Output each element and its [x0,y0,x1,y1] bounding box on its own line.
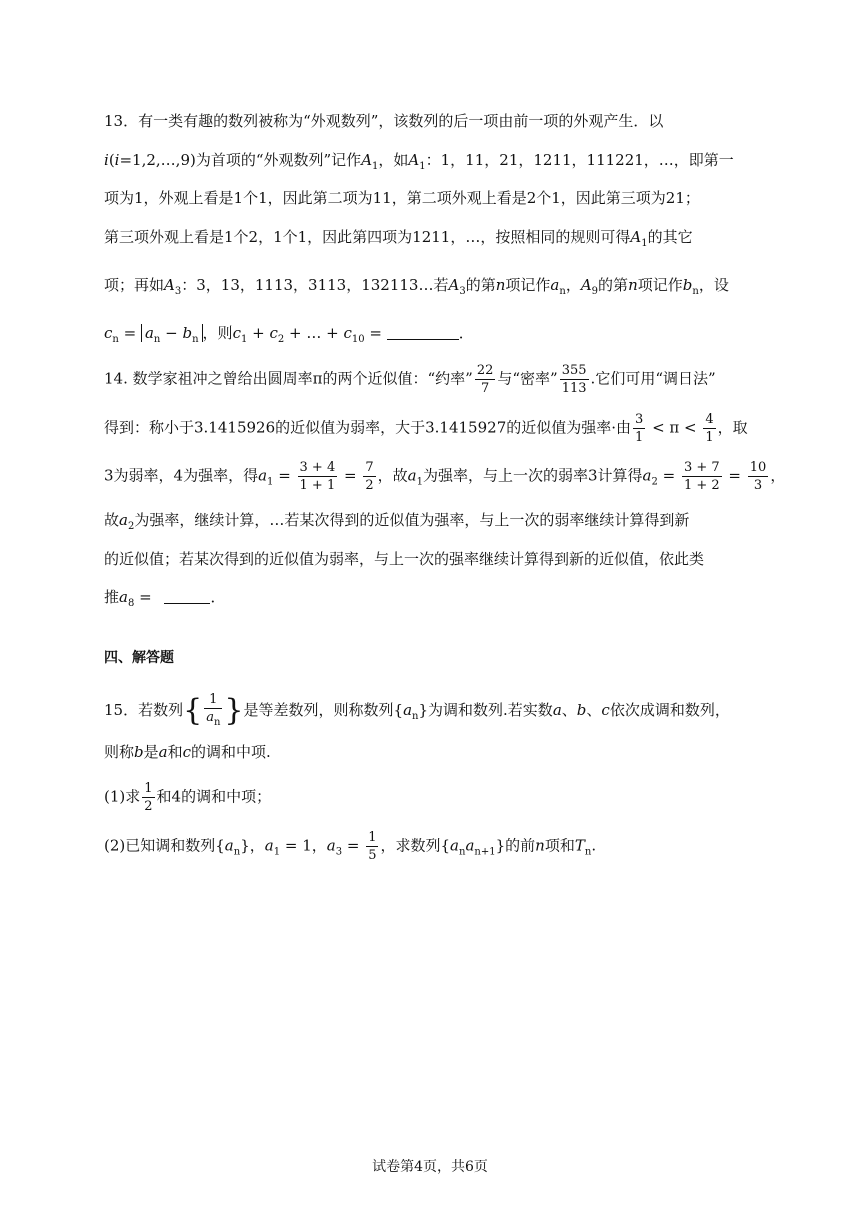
q14-line-2: 得到：称小于3.1415926的近似值为弱率，大于3.1415927的近似值为强率·由 $\frac{3}{1}$ < π < $\frac{4}{1}$ ，取 [104,412,748,445]
q13-answer-blank[interactable] [387,339,459,340]
q15-line-1: 15．若数列{ $\frac{1}{a_n}$ }是等差数列，则称数列$\{a_n\}$为调和数列.若实数a、b、c依次成调和数列， [104,691,730,731]
q14-line-1: 14. 数学家祖冲之曾给出圆周率π的两个近似值：“约率” $\frac{22}{7}$ 与“密率” $\frac{355}{113}$ .它们可用“调日法” [104,363,716,396]
q13-line-1: 13．有一类有趣的数列被称为“外观数列”，该数列的后一项由前一项的外观产生．以 [104,112,664,130]
q14-line-6: 推$a_8$ = ． [104,588,226,609]
q13-line-5: 项；再如$A_3$：3，13，1113，3113，132113…若$A_3$的第n项记作$a_n$，$A_9$的第n项记作$b_n$，设 [104,276,729,297]
q14-answer-blank[interactable] [164,603,210,604]
section-heading: 四、解答题 [104,650,174,666]
q13-line-2: i(i=1,2,…,9)为首项的“外观数列”记作$A_1$，如$A_1$：1，11，21，1211，111221，…，即第一 [104,151,734,172]
q14-line-5: 的近似值；若某次得到的近似值为弱率，与上一次的强率继续计算得到新的近似值，依此类 [104,550,705,568]
page-footer: 试卷第4页，共6页 [372,1159,488,1175]
q15-part-2: (2)已知调和数列$\{a_n\}$，$a_1 = 1$，$a_3$ = $\frac{1}{5}$ ，求数列$\{a_na_{n+1}\}$的前n项和$T_n$. [104,830,597,863]
q13-line-6: $c_n = a_n - b_n$ ，则$c_1 + c_2$ + … + $c_{10}$ = ． [104,324,474,345]
q14-line-3: 3为弱率，4为强率，得$a_1$ = $\frac{3 + 4}{1 + 1}$ = $\frac{7}{2}$ ，故$a_1$为强率，与上一次的弱率3计算得$a_2$ = $\frac{3 + 7}{1 + 2}$ = $\frac{10}{3}$ ， [104,460,786,493]
q13-line-3: 项为1，外观上看是1个1，因此第二项为11，第二项外观上看是2个1，因此第三项为21； [104,189,700,207]
q13-line-4: 第三项外观上看是1个2，1个1，因此第四项为1211，…，按照相同的规则可得$A_1$的其它 [104,228,693,249]
q14-line-4: 故$a_2$为强率，继续计算，…若某次得到的近似值为强率，与上一次的弱率继续计算得到新 [104,511,690,532]
q15-part-1: (1)求 $\frac{1}{2}$ 和4的调和中项； [104,781,272,814]
q15-line-2: 则称b是a和c的调和中项. [104,743,271,761]
